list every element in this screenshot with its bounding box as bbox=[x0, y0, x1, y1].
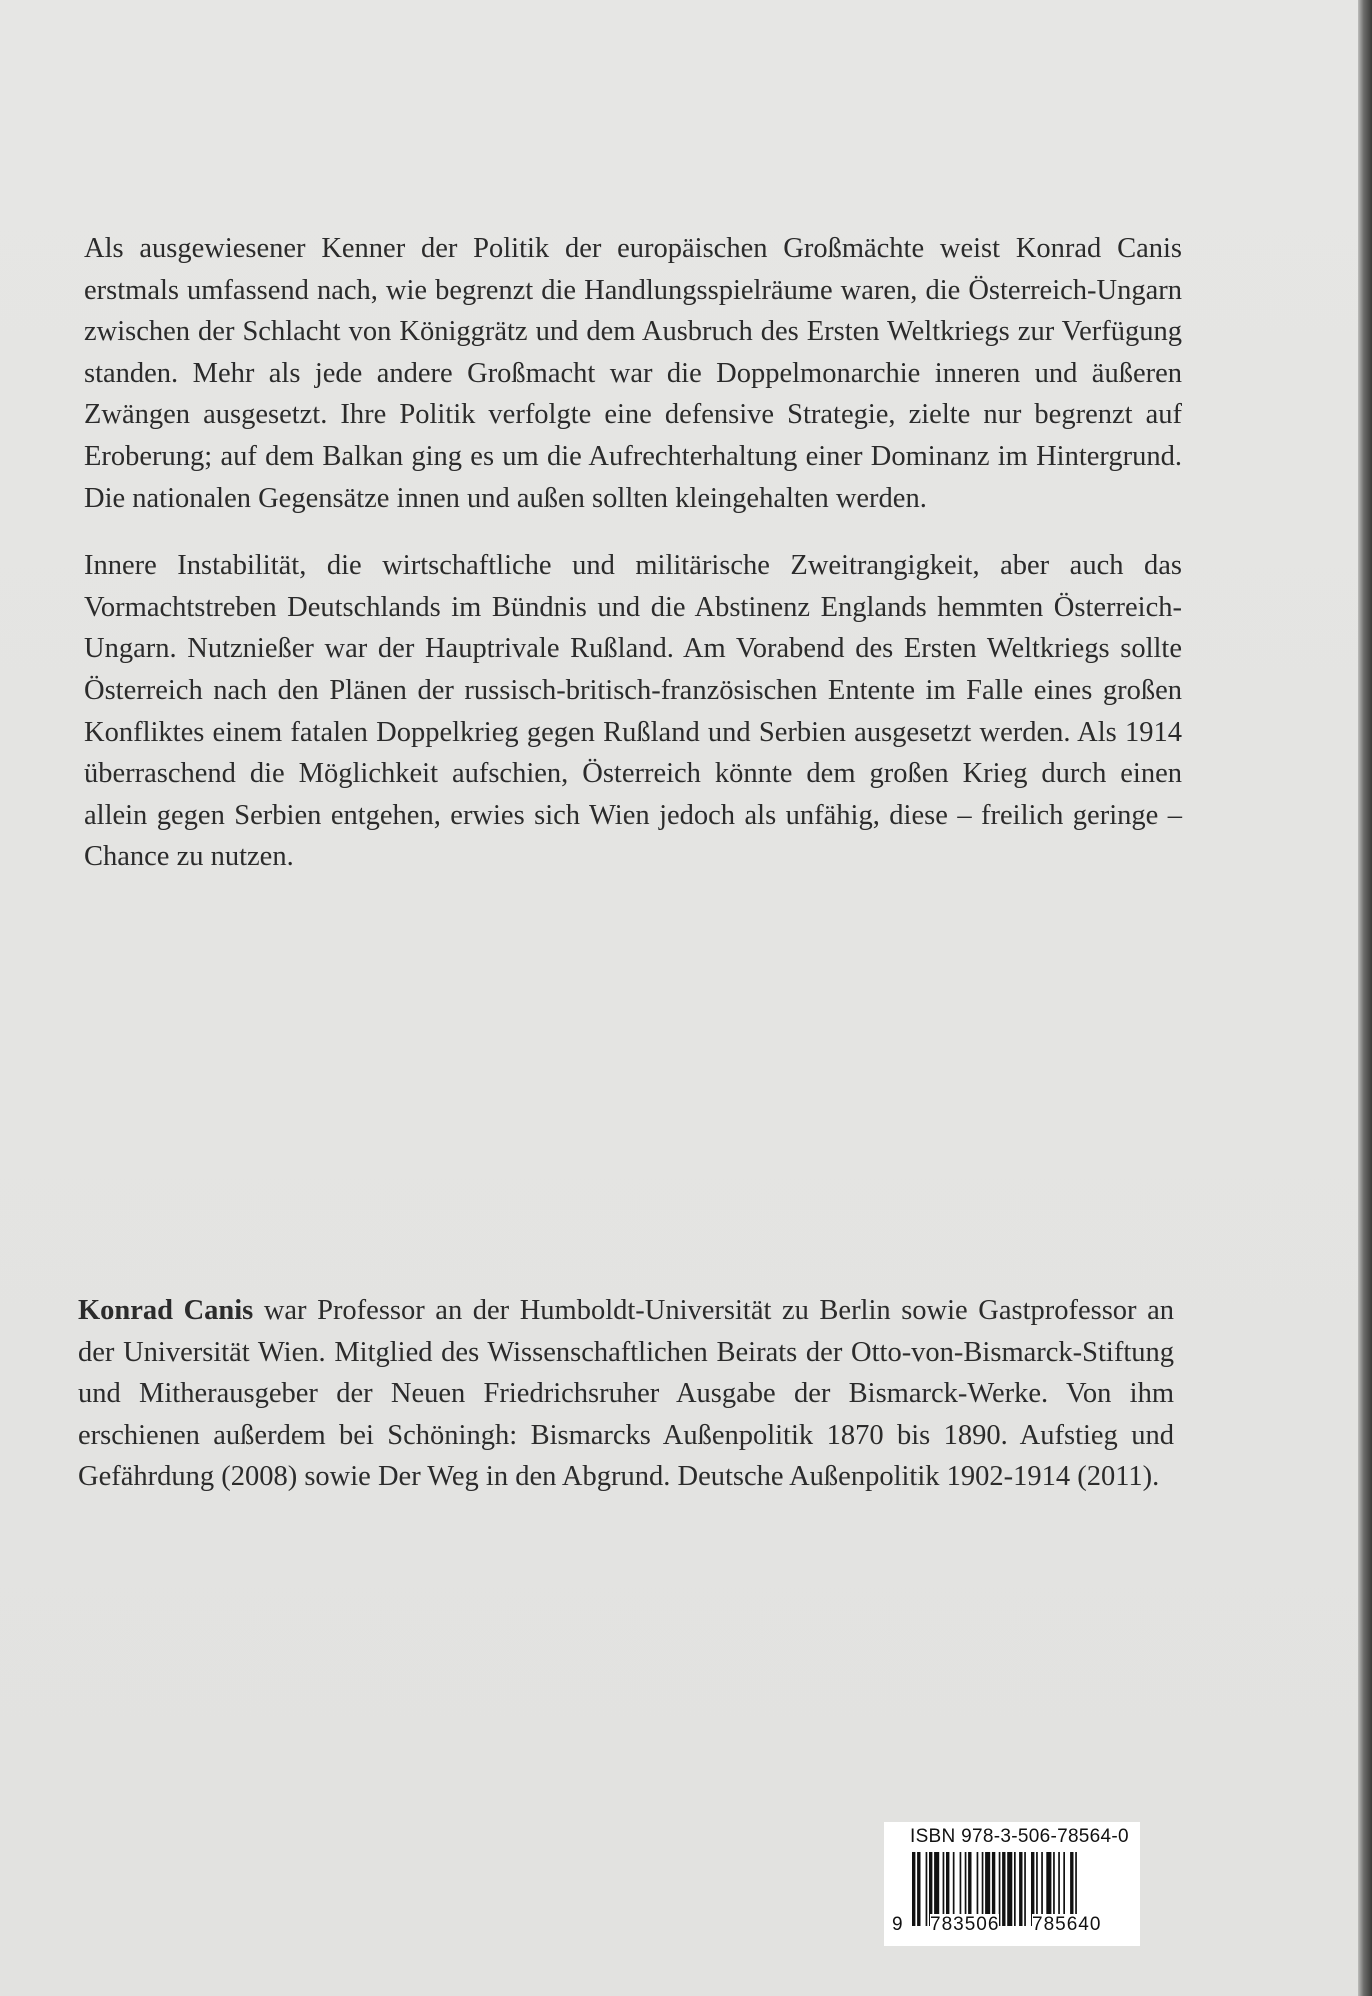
author-name: Konrad Canis bbox=[78, 1295, 254, 1326]
barcode-bar bbox=[1014, 1852, 1016, 1926]
isbn-label: ISBN 978-3-506-78564-0 bbox=[910, 1826, 1129, 1847]
author-bio-paragraph bbox=[78, 1290, 1174, 1498]
barcode-digits-left: 783506 bbox=[930, 1914, 1000, 1935]
isbn-barcode-block bbox=[884, 1822, 1140, 1946]
barcode-bar bbox=[917, 1852, 920, 1926]
barcode-digit-first: 9 bbox=[892, 1914, 904, 1935]
barcode-bar bbox=[1024, 1852, 1026, 1926]
barcode-bar bbox=[1002, 1852, 1005, 1926]
barcode-bar bbox=[926, 1852, 928, 1926]
spine-edge bbox=[1358, 0, 1372, 1996]
author-bio bbox=[78, 1290, 1174, 1498]
barcode-bar bbox=[1019, 1852, 1022, 1926]
author-bio-text: war Professor an der Humboldt-Universität zu Berlin sowie Gastprofessor an der Universität Wien. Mitglied des Wissenschaftlichen Beirats der Otto-von-Bismarck-Stiftung und Mitherausgeber der Neuen Friedrichsruher Ausgabe der Bismarck-Werke. Von ihm erschienen außerdem bei Schöningh: Bismarcks Außenpolitik 1870 bis 1890. Aufstieg und Gefährdung (2008) sowie Der Weg in den Abgrund. Deutsche Außenpolitik 1902-1914 (2011). bbox=[78, 1295, 1174, 1493]
barcode-digits-right: 785640 bbox=[1032, 1914, 1102, 1935]
barcode-bar bbox=[1007, 1852, 1012, 1926]
blurb-paragraph-2: Innere Instabilität, die wirtschaftliche und militärische Zweitrangigkeit, aber auch das Vormachtstreben Deutschlands im Bündnis und die Abstinenz Englands hemmten Österreich-Ungarn. Nutznießer war der Hauptrivale Rußland. Am Vorabend des Ersten Weltkriegs sollte Österreich nach den Plänen der russisch-britisch-französischen Entente im Falle eines großen Konfliktes einem fatalen Doppelkrieg gegen Rußland und Serbien ausgesetzt werden. Als 1914 überraschend die Möglichkeit aufschien, Österreich könnte dem großen Krieg durch einen allein gegen Serbien entgehen, erwies sich Wien jedoch als unfähig, diese – freilich geringe – Chance zu nutzen. bbox=[84, 550, 1182, 873]
blurb-text bbox=[84, 228, 1182, 904]
barcode-bar bbox=[912, 1852, 915, 1926]
blurb-paragraph-1: Als ausgewiesener Kenner der Politik der europäischen Großmächte weist Konrad Canis erstmals umfassend nach, wie begrenzt die Handlungsspielräume waren, die Österreich-Ungarn zwischen der Schlacht von Königgrätz und dem Ausbruch des Ersten Weltkriegs zur Verfügung standen. Mehr als jede andere Großmacht war die Doppelmonarchie inneren und äußeren Zwängen ausgesetzt. Ihre Politik verfolgte eine defensive Strategie, zielte nur begrenzt auf Eroberung; auf dem Balkan ging es um die Aufrechterhaltung einer Dominanz im Hintergrund. Die nationalen Gegensätze innen und außen sollten kleingehalten werden. bbox=[84, 233, 1182, 514]
